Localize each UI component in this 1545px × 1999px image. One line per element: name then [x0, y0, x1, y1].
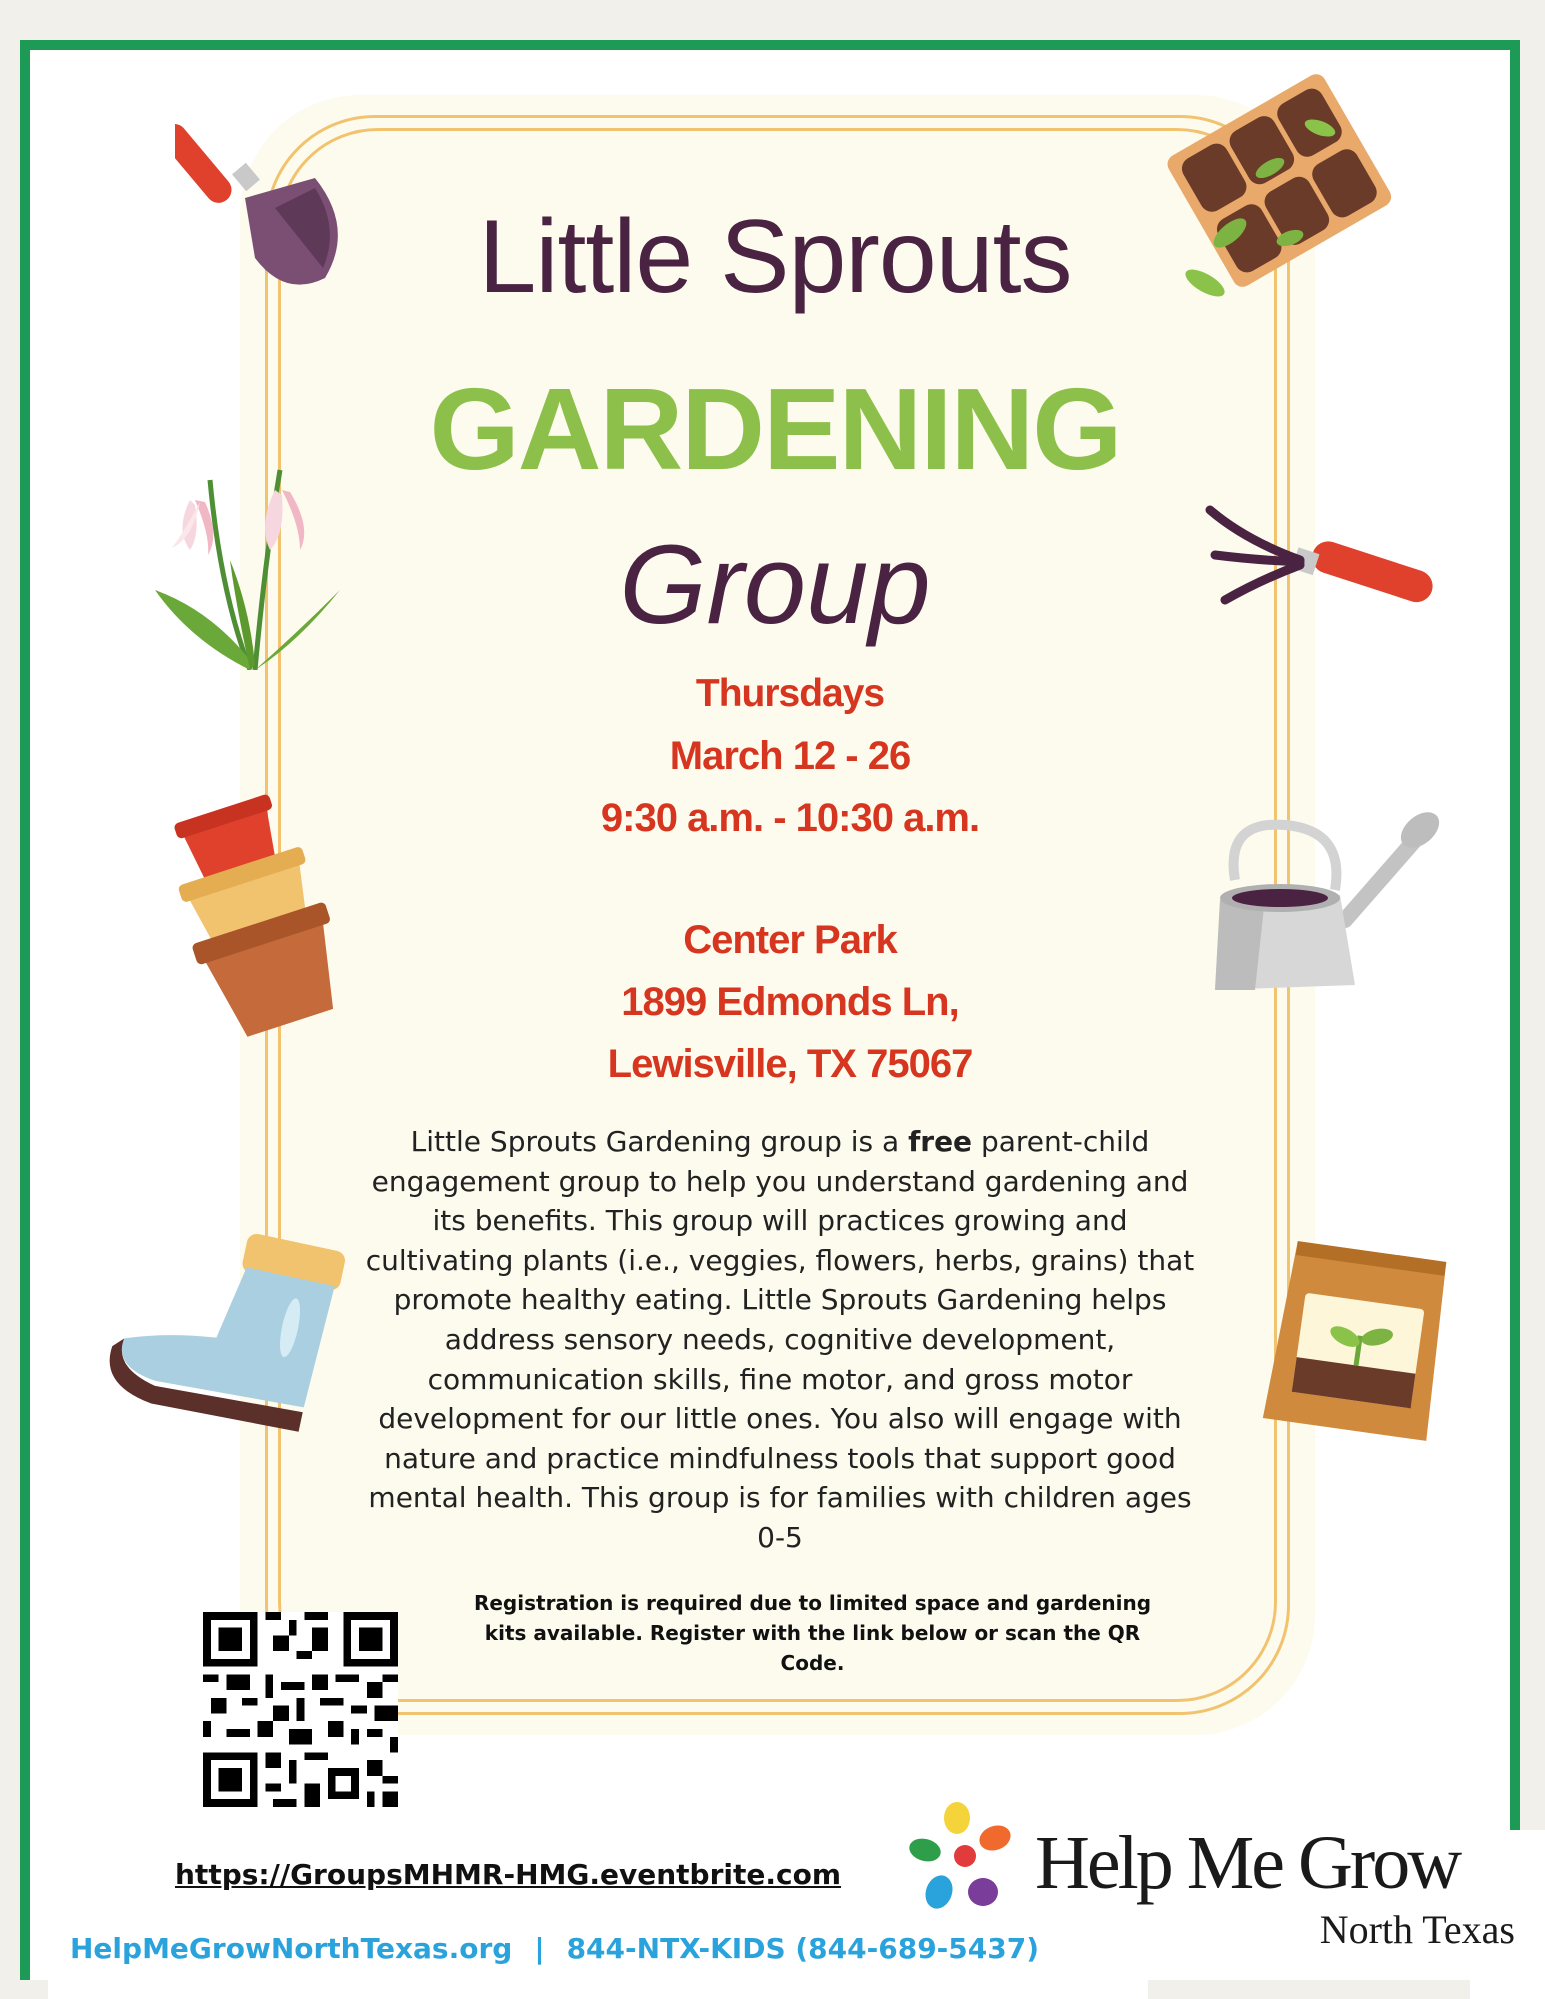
event-dates: March 12 - 26 [669, 734, 911, 778]
seedling-tray-icon [1150, 68, 1400, 298]
description-free: free [908, 1125, 973, 1158]
hand-fork-icon [1205, 500, 1440, 640]
title-group: Group [619, 522, 931, 647]
description-text-2: parent-child engagement group to help you understand gardening and its benefits. This group will practices growing and cultivating plants (i.e., veggies, flowers, herbs, grains) that promote healthy eating. Little Sprouts Gardening helps address sensory needs, cognitive development, communication skills, fine motor, and gross motor development for our little ones. You also will engage with nature and practice mindfulness tools that support good mental health. This group is for families with children ages 0-5 [365, 1125, 1195, 1554]
registration-link[interactable]: https://GroupsMHMR-HMG.eventbrite.com [175, 1858, 842, 1891]
event-address-line1: 1899 Edmonds Ln, [621, 980, 959, 1024]
watering-can-icon [1185, 800, 1445, 1000]
rain-boot-icon [108, 1222, 348, 1432]
snowdrop-flower-icon [150, 440, 350, 670]
qr-code-icon[interactable] [203, 1612, 398, 1807]
footer-contact [70, 1932, 1130, 1965]
footer-website-link[interactable]: HelpMeGrowNorthTexas.org [70, 1932, 513, 1965]
title-gardening: GARDENING [429, 364, 1121, 494]
help-me-grow-logo-icon [905, 1800, 1025, 1920]
footer-separator: | [534, 1932, 545, 1965]
event-day: Thursdays [695, 672, 885, 715]
registration-note: Registration is required due to limited space and gardening kits available. Register with the link below or scan the QR Code. [473, 1591, 1152, 1675]
event-location: Center Park [683, 918, 897, 962]
title-little-sprouts: Little Sprouts [478, 199, 1072, 315]
seed-packet-icon [1255, 1230, 1455, 1445]
logo-name: Help Me Grow [1035, 1821, 1460, 1905]
trowel-icon [175, 108, 365, 298]
event-description [360, 1122, 1200, 1558]
logo-region: North Texas [1319, 1907, 1515, 1952]
stacked-pots-icon [150, 790, 350, 1040]
event-time: 9:30 a.m. - 10:30 a.m. [600, 796, 980, 840]
description-text-1: Little Sprouts Gardening group is a [410, 1125, 909, 1158]
footer-phone[interactable]: 844-NTX-KIDS (844-689-5437) [566, 1932, 1040, 1965]
event-address-line2: Lewisville, TX 75067 [607, 1042, 973, 1086]
